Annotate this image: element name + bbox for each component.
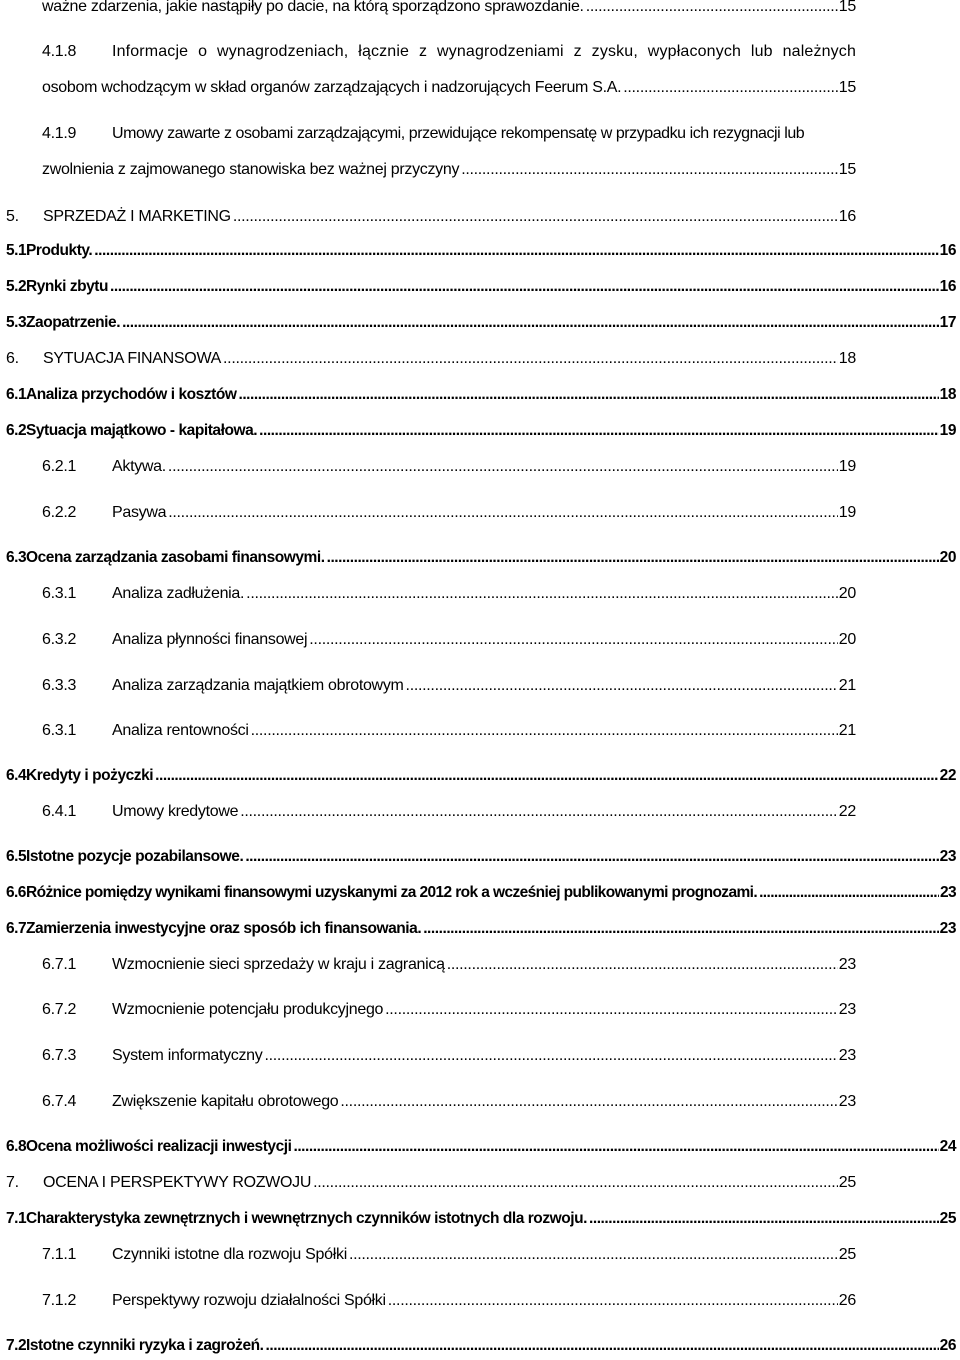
toc-entry: [6, 919, 956, 939]
toc-entry-number: 7.1.2: [42, 1292, 77, 1309]
toc-entry-number: 6.7.1: [42, 956, 77, 973]
toc-leader-dots: [327, 548, 939, 568]
toc-leader-dots: [423, 919, 938, 939]
toc-leader-dots: [309, 630, 838, 650]
toc-entry-page: 23: [838, 1001, 856, 1018]
toc-entry-number: 5.: [6, 208, 19, 225]
toc-leader-dots: [110, 277, 939, 297]
toc-entry-title: Umowy kredytowe: [112, 803, 239, 820]
toc-entry-title: Pasywa: [112, 504, 167, 521]
toc-entry: [6, 883, 956, 903]
toc-entry-number: 6.2.1: [42, 458, 77, 475]
toc-entry-title: Perspektywy rozwoju działalności Spółki: [112, 1292, 386, 1309]
toc-entry-title: Analiza przychodów i kosztów: [26, 386, 237, 403]
toc-entry-number: 6.8: [6, 1138, 27, 1155]
toc-entry: [42, 1000, 856, 1020]
toc-entry-number: 7.2: [6, 1337, 27, 1354]
toc-entry-number: 6.3: [6, 549, 27, 566]
toc-entry-number: 6.3.3: [42, 677, 77, 694]
toc-entry-number: 6.4.1: [42, 803, 77, 820]
toc-entry: [42, 802, 856, 822]
toc-leader-dots: [233, 207, 838, 227]
toc-entry: [6, 421, 956, 441]
toc-entry: [42, 1245, 856, 1265]
toc-entry: [42, 42, 862, 98]
toc-entry-page: 15: [838, 0, 856, 15]
toc-entry: [42, 503, 856, 523]
toc-entry-title-continued: zwolnienia z zajmowanego stanowiska bez ważnej przyczyny: [42, 161, 460, 178]
toc-entry-page: 18: [838, 350, 856, 367]
toc-entry-title: Różnice pomiędzy wynikami finansowymi uzyskanymi za 2012 rok a wcześniej publikowanymi prognozami.: [26, 884, 758, 901]
toc-entry-page: 23: [939, 848, 956, 865]
toc-entry: [42, 955, 856, 975]
toc-entry-page: 20: [838, 585, 856, 602]
toc-entry-title: Aktywa.: [112, 458, 166, 475]
toc-entry-number: 6.3.1: [42, 585, 77, 602]
toc-entry-page: 22: [939, 767, 956, 784]
toc-leader-dots: [245, 847, 938, 867]
toc-entry: [6, 1336, 956, 1356]
toc-entry-title: Wzmocnienie sieci sprzedaży w kraju i zagranicą: [112, 956, 445, 973]
toc-entry-number: 5.2: [6, 278, 27, 295]
toc-entry: [6, 385, 956, 405]
toc-leader-dots: [223, 349, 838, 369]
toc-entry-title: Sytuacja majątkowo - kapitałowa.: [26, 422, 258, 439]
toc-entry-page: 23: [838, 956, 856, 973]
toc-entry-page: 18: [939, 386, 956, 403]
toc-entry-title: SYTUACJA FINANSOWA: [43, 350, 222, 367]
toc-entry-number: 7.: [6, 1174, 19, 1191]
toc-entry-title: Analiza rentowności: [112, 722, 249, 739]
toc-entry-title: Istotne pozycje pozabilansowe.: [26, 848, 244, 865]
toc-leader-dots: [168, 457, 838, 477]
toc-entry-page: 23: [838, 1093, 856, 1110]
toc-entry-number: 6.2.2: [42, 504, 77, 521]
toc-entry: [42, 1092, 856, 1112]
toc-leader-dots: [406, 676, 838, 696]
toc-leader-dots: [461, 160, 838, 180]
toc-entry-title: ważne zdarzenia, jakie nastąpiły po dacie, na którą sporządzono sprawozdanie.: [42, 0, 584, 15]
toc-entry: [6, 277, 956, 297]
toc-entry: [6, 847, 956, 867]
toc-entry-number: 6.3.1: [42, 722, 77, 739]
toc-entry-page: 21: [838, 677, 856, 694]
toc-entry: [6, 313, 956, 333]
toc-leader-dots: [313, 1173, 838, 1193]
toc-entry-number: 6.4: [6, 767, 27, 784]
toc-entry-number: 7.1: [6, 1210, 27, 1227]
toc-entry-number: 6.7.4: [42, 1093, 77, 1110]
toc-entry-number: 6.7: [6, 920, 27, 937]
toc-entry-page: 22: [838, 803, 856, 820]
toc-entry: [42, 630, 856, 650]
toc-entry-page: 23: [939, 884, 956, 901]
toc-entry-title: Charakterystyka zewnętrznych i wewnętrznych czynników istotnych dla rozwoju.: [26, 1210, 587, 1227]
toc-entry-number: 6.5: [6, 848, 27, 865]
toc-leader-dots: [259, 421, 939, 441]
toc-entry-page: 19: [838, 504, 856, 521]
toc-entry-page: 25: [939, 1210, 956, 1227]
toc-entry-title: Rynki zbytu: [26, 278, 109, 295]
toc-entry-number: 4.1.8: [42, 43, 77, 60]
toc-entry: [6, 241, 956, 261]
toc-entry: [6, 766, 956, 786]
toc-entry: [6, 548, 956, 568]
toc-entry-title: Analiza zadłużenia.: [112, 585, 245, 602]
toc-entry-number: 5.1: [6, 242, 27, 259]
toc-entry: [6, 207, 856, 227]
toc-entry-title: OCENA I PERSPEKTYWY ROZWOJU: [43, 1174, 312, 1191]
toc-entry: [42, 1291, 856, 1311]
toc-entry-title: System informatyczny: [112, 1047, 263, 1064]
toc-entry-number: 6.7.2: [42, 1001, 77, 1018]
toc-leader-dots: [340, 1092, 837, 1112]
toc-entry: [42, 584, 856, 604]
toc-entry-page: 15: [838, 161, 856, 178]
toc-entry-page: 21: [838, 722, 856, 739]
toc-entry-number: 6.2: [6, 422, 27, 439]
toc-leader-dots: [94, 241, 938, 261]
toc-entry: [42, 124, 862, 180]
toc-entry-page: 16: [939, 278, 956, 295]
toc-leader-dots: [759, 883, 939, 903]
toc-leader-dots: [155, 766, 939, 786]
toc-entry-number: 6.1: [6, 386, 27, 403]
toc-entry: [42, 457, 856, 477]
toc-entry-page: 20: [838, 631, 856, 648]
toc-entry: [42, 0, 856, 17]
toc-entry-page: 23: [939, 920, 956, 937]
toc-leader-dots: [265, 1046, 838, 1066]
toc-entry-title: Istotne czynniki ryzyka i zagrożeń.: [26, 1337, 264, 1354]
toc-entry-page: 17: [939, 314, 956, 331]
toc-leader-dots: [586, 0, 838, 17]
toc-leader-dots: [447, 955, 838, 975]
toc-entry-title: Wzmocnienie potencjału produkcyjnego: [112, 1001, 384, 1018]
toc-entry-page: 19: [939, 422, 956, 439]
toc-leader-dots: [238, 385, 938, 405]
toc-entry-title: Analiza zarządzania majątkiem obrotowym: [112, 677, 404, 694]
toc-entry-page: 25: [838, 1174, 856, 1191]
toc-entry-page: 20: [939, 549, 956, 566]
toc-entry-page: 24: [939, 1138, 956, 1155]
toc-entry: [6, 1209, 956, 1229]
toc-entry-page: 16: [939, 242, 956, 259]
toc-leader-dots: [589, 1209, 939, 1229]
toc-entry-page: 25: [838, 1246, 856, 1263]
toc-entry-page: 26: [838, 1292, 856, 1309]
toc-entry-number: 6.3.2: [42, 631, 77, 648]
toc-entry-title: Zamierzenia inwestycyjne oraz sposób ich finansowania.: [26, 920, 422, 937]
toc-entry-title: Produkty.: [26, 242, 93, 259]
toc-entry-number: 6.6: [6, 884, 26, 901]
toc-entry: [42, 1046, 856, 1066]
toc-entry-page: 15: [838, 79, 856, 96]
toc-entry: [6, 349, 856, 369]
toc-entry-title: Zaopatrzenie.: [26, 314, 121, 331]
toc-entry-title: Umowy zawarte z osobami zarządzającymi, przewidujące rekompensatę w przypadku ich rezygnacji lub: [112, 125, 805, 142]
toc-entry-page: 19: [838, 458, 856, 475]
toc-entry-title: Ocena możliwości realizacji inwestycji: [26, 1138, 292, 1155]
toc-entry-page: 26: [939, 1337, 956, 1354]
toc-leader-dots: [122, 313, 939, 333]
toc-leader-dots: [349, 1245, 838, 1265]
toc-entry-title: Analiza płynności finansowej: [112, 631, 308, 648]
toc-entry-title: Czynniki istotne dla rozwoju Spółki: [112, 1246, 347, 1263]
toc-entry-page: 23: [838, 1047, 856, 1064]
toc-leader-dots: [388, 1291, 838, 1311]
toc-leader-dots: [623, 78, 838, 98]
toc-entry-title: SPRZEDAŻ I MARKETING: [43, 208, 231, 225]
toc-entry: [42, 721, 856, 741]
toc-entry: [6, 1173, 856, 1193]
toc-leader-dots: [385, 1000, 838, 1020]
toc-entry-title: Informacje o wynagrodzeniach, łącznie z wynagrodzeniami z zysku, wypłaconych lub należnych: [112, 43, 856, 60]
toc-leader-dots: [251, 721, 838, 741]
toc-entry: [42, 676, 856, 696]
toc-entry-number: 7.1.1: [42, 1246, 77, 1263]
toc-entry-title: Kredyty i pożyczki: [26, 767, 154, 784]
toc-leader-dots: [293, 1137, 938, 1157]
toc-leader-dots: [168, 503, 838, 523]
toc-entry-number: 6.7.3: [42, 1047, 77, 1064]
toc-entry-title: Ocena zarządzania zasobami finansowymi.: [26, 549, 325, 566]
toc-entry-title-continued: osobom wchodzącym w skład organów zarządzających i nadzorujących Feerum S.A.: [42, 79, 622, 96]
toc-entry-number: 6.: [6, 350, 19, 367]
toc-entry: [6, 1137, 956, 1157]
toc-entry-page: 16: [838, 208, 856, 225]
toc-leader-dots: [240, 802, 838, 822]
toc-leader-dots: [266, 1336, 939, 1356]
toc-leader-dots: [246, 584, 838, 604]
toc-entry-number: 4.1.9: [42, 125, 77, 142]
toc-entry-title: Zwiększenie kapitału obrotowego: [112, 1093, 339, 1110]
toc-entry-number: 5.3: [6, 314, 27, 331]
